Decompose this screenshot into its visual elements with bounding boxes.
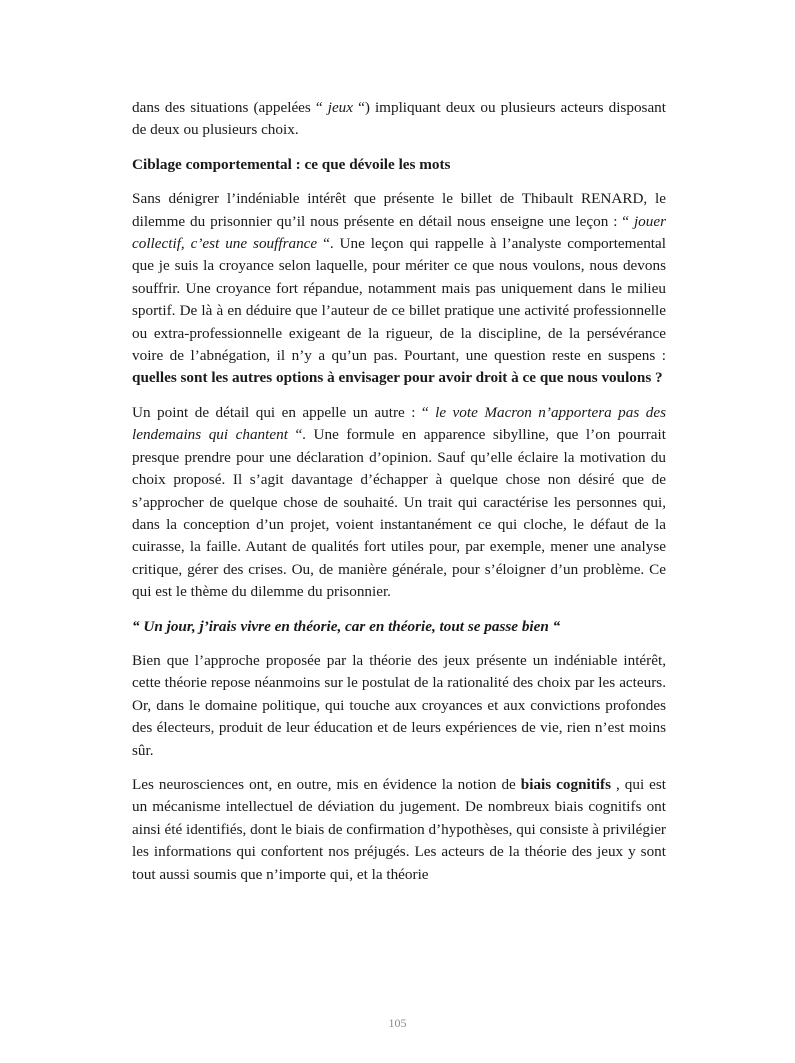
paragraph-point-de-detail [132,402,666,604]
section-heading-theorie: “ Un jour, j’irais vivre en théorie, car en théorie, tout se passe bien “ [132,617,561,635]
paragraph-theorie-des-jeux: Bien que l’approche proposée par la théorie des jeux présente un indéniable intérêt, cette théorie repose néanmoins sur le postulat de la rationalité des choix par les acteurs. Or, dans le domaine politique, qui touche aux croyances et aux convictions profondes des électeurs, produit de leur éducation et de leurs expériences de vie, rien n’est moins sûr. [132,651,666,759]
paragraph-intro [132,97,666,142]
italic-quote-jouer-collectif: jouer collectif, c’est une souffrance [132,212,666,253]
italic-term-jeux: jeux [327,99,354,116]
italic-quote-vote-macron: le vote Macron n’apportera pas des lendemains qui chantent [132,403,666,444]
paragraph-neurosciences [132,774,666,886]
text-run: Sans dénigrer l’indéniable intérêt que présente le billet de Thibault RENARD, le dilemme du prisonnier qu’il nous présente en détail nous enseigne une leçon : “ [132,190,666,230]
text-run: “. Une leçon qui rappelle à l’analyste comportemental que je suis la croyance selon laquelle, pour mériter ce que nous voulons, nous devons souffrir. Une croyance fort répandue, notamment mais pas uniquement dans le milieu sportif. De là à en déduire que l’auteur de ce billet pratique une activité professionnelle ou extra-professionnelle exigeant de la rigueur, de la discipline, de la persévérance voire de l’abnégation, il n’y a qu’un pas. Pourtant, une question reste en suspens : [132,235,666,365]
section-heading-ciblage: Ciblage comportemental : ce que dévoile les mots [132,155,451,173]
document-body [132,97,666,898]
text-run: Un point de détail qui en appelle un autre : “ [132,403,436,421]
bold-term-biais-cognitifs: biais cognitifs [520,775,611,793]
text-run: Les neurosciences ont, en outre, mis en évidence la notion de [132,775,521,793]
bold-question: quelles sont les autres options à envisager pour avoir droit à ce que nous voulons ? [132,369,663,387]
text-run: , qui est un mécanisme intellectuel de déviation du jugement. De nombreux biais cognitifs ont ainsi été identifiés, dont le biais de confirmation d’hypothèses, qui consiste à privilégier les informations qui confortent nos préjugés. Les acteurs de la théorie des jeux y sont tout aussi soumis que n’importe qui, et la théorie [132,775,667,883]
text-run: dans des situations (appelées “ [132,99,328,116]
paragraph-dilemme [132,188,666,390]
page-number: 105 [388,1016,407,1030]
text-run: “) impliquant deux ou plusieurs acteurs disposant de deux ou plusieurs choix. [132,99,666,139]
text-run: “. Une formule en apparence sibylline, que l’on pourrait presque prendre pour une déclaration d’opinion. Sauf qu’elle éclaire la motivation du choix proposé. Il s’agit davantage d’échapper à quelque chose non désiré que de s’approcher de quelque chose de souhaité. Un trait qui caractérise les personnes qui, dans la conception d’un projet, voient instantanément ce qui cloche, le défaut de la cuirasse, la faille. Autant de qualités fort utiles pour, par exemple, mener une analyse critique, gérer des crises. Ou, de manière générale, pour s’éloigner d’un problème. Ce qui est le thème du dilemme du prisonnier. [132,426,666,601]
